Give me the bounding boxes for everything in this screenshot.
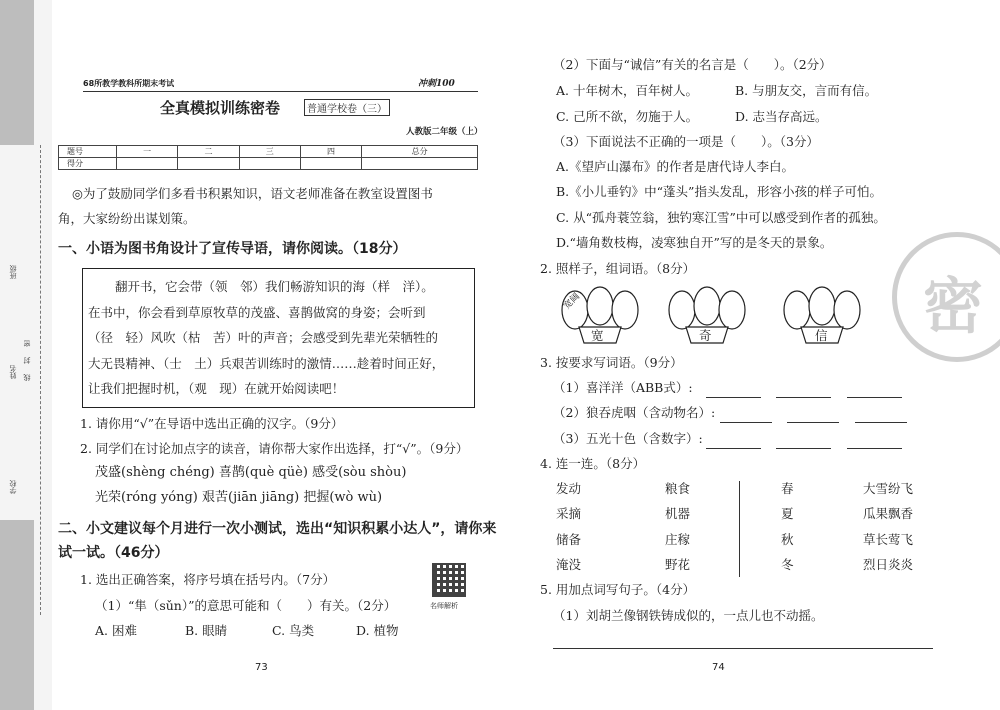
publisher-line: 68所教学教科所期末考试 bbox=[83, 79, 175, 88]
pinyin-choice-row-1[interactable]: 茂盛(shèng chéng) 喜鹊(què qüè) 感受(sòu shòu) bbox=[95, 465, 407, 480]
answer-line[interactable] bbox=[553, 648, 933, 649]
option-c[interactable]: C. 从“孤舟蓑笠翁，独钓寒江雪”中可以感受到作者的孤独。 bbox=[556, 210, 886, 225]
score-input-cell[interactable] bbox=[178, 158, 239, 170]
question-2-3-3: （3）五光十色（含数字）: bbox=[553, 431, 703, 446]
binding-shade-top bbox=[0, 0, 34, 145]
intro-line-2: 角，大家纷纷出谋划策。 bbox=[58, 211, 196, 226]
score-cell: 二 bbox=[178, 146, 239, 158]
question-2-3-2: （2）狼吞虎咽（含动物名）: bbox=[553, 405, 716, 420]
edition-label: 人教版二年级（上） bbox=[406, 127, 483, 137]
connect-item[interactable]: 储备 bbox=[556, 532, 582, 547]
page-number-right: 74 bbox=[712, 662, 725, 673]
score-cell: 总分 bbox=[362, 146, 478, 158]
cactus-example-word: 宽阔 bbox=[562, 291, 582, 312]
connect-item[interactable]: 春 bbox=[781, 481, 794, 496]
question-2-5: 5. 用加点词写句子。（4分） bbox=[540, 582, 696, 597]
header-rule bbox=[83, 91, 478, 92]
margin-label-school: 学校 bbox=[9, 480, 17, 494]
margin-label-seal-3: 线 bbox=[23, 374, 31, 381]
margin-label-name: 姓名 bbox=[9, 365, 17, 379]
connect-item[interactable]: 大雪纷飞 bbox=[863, 481, 914, 496]
exam-title: 全真模拟训练密卷 bbox=[160, 99, 281, 117]
reading-line: 大无畏精神、（士 土）兵艰苦训练时的激情……趁着时间正好， bbox=[88, 356, 445, 371]
question-2-3: 3. 按要求写词语。（9分） bbox=[540, 355, 683, 370]
connect-item[interactable]: 瓜果飘香 bbox=[863, 506, 914, 521]
cactus-center-character: 宽 bbox=[591, 328, 604, 343]
page-number-left: 73 bbox=[255, 662, 268, 673]
answer-blank[interactable] bbox=[776, 437, 831, 449]
secret-stamp bbox=[892, 232, 1000, 362]
option-c[interactable]: C. 己所不欲，勿施于人。 bbox=[556, 109, 699, 124]
margin-label-seal-1: 密 bbox=[23, 340, 31, 347]
answer-blank[interactable] bbox=[847, 437, 902, 449]
answer-blank[interactable] bbox=[855, 411, 907, 423]
score-cell: 三 bbox=[239, 146, 300, 158]
margin-label-class: 班级 bbox=[9, 265, 17, 279]
exam-title-tag: 普通学校卷（三） bbox=[304, 99, 390, 116]
question-2-3-1: （1）喜洋洋（ABB式）: bbox=[553, 380, 693, 395]
score-cell: 一 bbox=[117, 146, 178, 158]
question-2-1: 1. 选出正确答案，将序号填在括号内。（7分） bbox=[80, 572, 336, 587]
option-c[interactable]: C. 鸟类 bbox=[272, 623, 315, 638]
connect-divider bbox=[739, 481, 740, 577]
option-d[interactable]: D.“墙角数枝梅，凌寒独自开”写的是冬天的景象。 bbox=[556, 235, 833, 250]
cactus-center-character: 奇 bbox=[699, 328, 712, 343]
connect-item[interactable]: 粮食 bbox=[665, 481, 691, 496]
answer-blank[interactable] bbox=[706, 437, 761, 449]
connect-item[interactable]: 秋 bbox=[781, 532, 794, 547]
question-2-1-2: （2）下面与“诚信”有关的名言是（ ）。（2分） bbox=[553, 57, 832, 72]
score-input-cell[interactable] bbox=[300, 158, 361, 170]
question-2-4: 4. 连一连。（8分） bbox=[540, 456, 646, 471]
option-d[interactable]: D. 植物 bbox=[356, 623, 399, 638]
section-2-heading-line-2: 试一试。（46分） bbox=[58, 545, 169, 561]
section-1-heading: 一、小语为图书角设计了宣传导语，请你阅读。（18分） bbox=[58, 241, 407, 257]
pinyin-choice-row-2[interactable]: 光荣(róng yóng) 艰苦(jiān jiāng) 把握(wò wù) bbox=[95, 490, 383, 505]
answer-blank[interactable] bbox=[776, 386, 831, 398]
reading-line: 让我们把握时机，（观 现）在就开始阅读吧！ bbox=[88, 381, 345, 396]
cactus-center-character: 信 bbox=[815, 328, 828, 343]
option-a[interactable]: A. 十年树木，百年树人。 bbox=[556, 83, 698, 98]
option-b[interactable]: B. 与朋友交，言而有信。 bbox=[735, 83, 878, 98]
option-d[interactable]: D. 志当存高远。 bbox=[735, 109, 828, 124]
score-input-cell[interactable] bbox=[239, 158, 300, 170]
question-2-1-3: （3）下面说法不正确的一项是（ ）。（3分） bbox=[553, 134, 819, 149]
connect-item[interactable]: 机器 bbox=[665, 506, 691, 521]
answer-blank-group bbox=[720, 408, 907, 427]
connect-item[interactable]: 草长莺飞 bbox=[863, 532, 914, 547]
option-a[interactable]: A. 困难 bbox=[95, 623, 137, 638]
qr-caption: 名师解析 bbox=[430, 602, 458, 610]
connect-item[interactable]: 庄稼 bbox=[665, 532, 691, 547]
question-1-1: 1. 请你用“√”在导语中选出正确的汉字。（9分） bbox=[80, 416, 344, 431]
answer-blank[interactable] bbox=[720, 411, 772, 423]
stamp-text: 密 bbox=[923, 272, 983, 342]
intro-line-1: ◎为了鼓励同学们多看书积累知识，语文老师准备在教室设置图书 bbox=[72, 186, 433, 201]
section-2-heading-line-1: 二、小文建议每个月进行一次小测试，选出“知识积累小达人”，请你来 bbox=[58, 521, 497, 537]
score-cell: 得分 bbox=[59, 158, 117, 170]
answer-blank[interactable] bbox=[847, 386, 902, 398]
reading-line: （径 轻）风吹（枯 苦）叶的声音；会感受到先辈光荣牺牲的 bbox=[88, 330, 439, 345]
score-input-cell[interactable] bbox=[117, 158, 178, 170]
connect-item[interactable]: 烈日炎炎 bbox=[863, 557, 914, 572]
reading-line: 翻开书，它会带（领 邻）我们畅游知识的海（样 洋）。 bbox=[115, 279, 434, 294]
answer-blank[interactable] bbox=[706, 386, 761, 398]
binding-shade-bottom bbox=[0, 520, 34, 710]
question-2-5-1: （1）刘胡兰像钢铁铸成似的，一点儿也不动摇。 bbox=[553, 608, 824, 623]
question-2-1-1: （1）“隼（sǔn）”的意思可能和（ ）有关。（2分） bbox=[95, 598, 397, 613]
reading-line: 在书中，你会看到草原牧草的茂盛、喜鹊做窝的身姿；会听到 bbox=[88, 305, 426, 320]
question-2-2: 2. 照样子，组词语。（8分） bbox=[540, 261, 696, 276]
score-table-header-row bbox=[59, 146, 478, 158]
score-table-score-row bbox=[59, 158, 478, 170]
score-cell: 四 bbox=[300, 146, 361, 158]
qr-code-icon[interactable] bbox=[432, 563, 466, 597]
answer-blank-group bbox=[706, 383, 902, 402]
score-table bbox=[58, 145, 478, 170]
margin-label-seal-2: 封 bbox=[23, 357, 31, 364]
score-cell: 题号 bbox=[59, 146, 117, 158]
connect-item[interactable]: 夏 bbox=[781, 506, 794, 521]
connect-item[interactable]: 冬 bbox=[781, 557, 794, 572]
connect-item[interactable]: 淹没 bbox=[556, 557, 582, 572]
connect-item[interactable]: 野花 bbox=[665, 557, 691, 572]
option-b[interactable]: B.《小儿垂钓》中“蓬头”指头发乱，形容小孩的样子可怕。 bbox=[556, 184, 882, 199]
option-a[interactable]: A.《望庐山瀑布》的作者是唐代诗人李白。 bbox=[556, 159, 795, 174]
answer-blank[interactable] bbox=[787, 411, 839, 423]
binding-margin bbox=[0, 0, 52, 710]
question-1-2: 2. 同学们在讨论加点字的读音，请你帮大家作出选择，打“√”。（9分） bbox=[80, 441, 469, 456]
score-input-cell[interactable] bbox=[362, 158, 478, 170]
brand-logo: 冲刺100 bbox=[418, 79, 455, 89]
connect-item[interactable]: 发动 bbox=[556, 481, 582, 496]
answer-blank-group bbox=[706, 434, 902, 453]
option-b[interactable]: B. 眼睛 bbox=[185, 623, 228, 638]
connect-item[interactable]: 采摘 bbox=[556, 506, 582, 521]
cut-line bbox=[40, 145, 41, 615]
